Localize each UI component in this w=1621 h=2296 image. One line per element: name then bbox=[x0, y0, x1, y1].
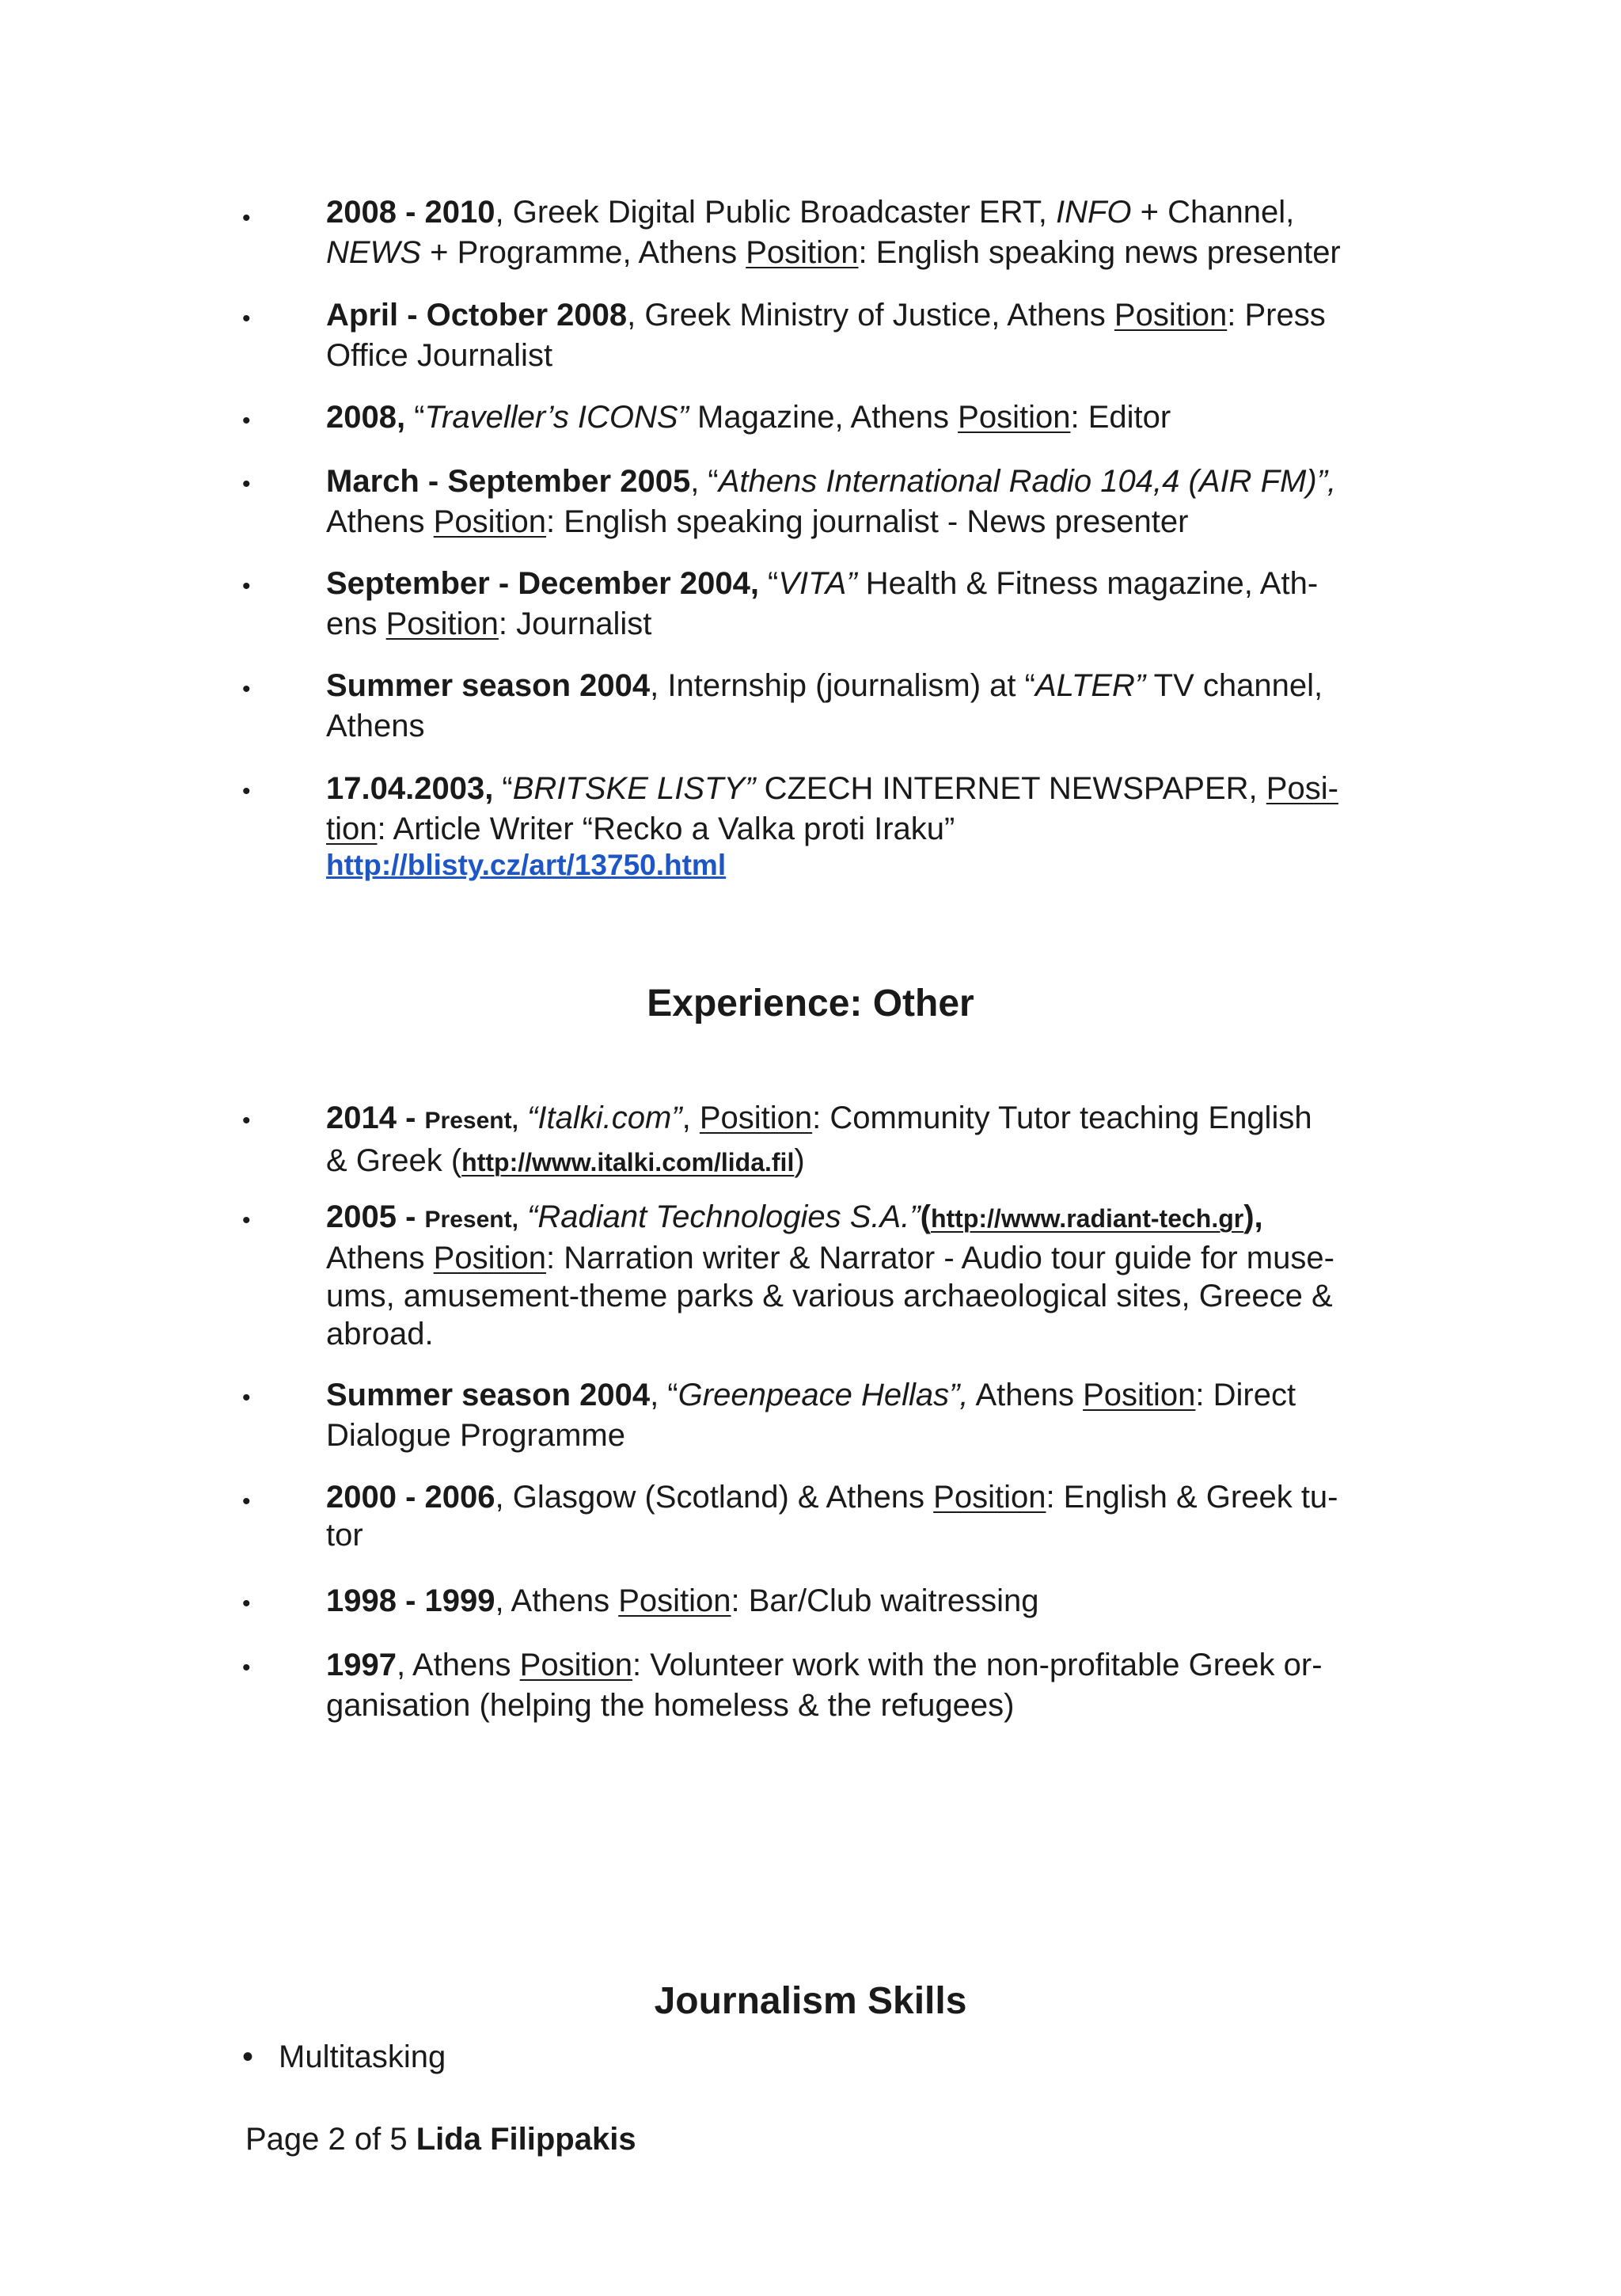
bullet: • bbox=[242, 471, 251, 497]
list-item: 2008, “Traveller’s ICONS” Magazine, Athens Position: Editor bbox=[326, 400, 1171, 435]
list-item: 17.04.2003, “BRITSKE LISTY” CZECH INTERNET NEWSPAPER, Posi- tion: Article Writer “Recko a Valka proti Iraku” http://blisty.cz/art/13750.html bbox=[326, 771, 1338, 881]
bullet: • bbox=[242, 2039, 254, 2074]
list-item: Summer season 2004, “Greenpeace Hellas”, Athens Position: Direct Dialogue Programme bbox=[326, 1378, 1296, 1453]
bullet: • bbox=[242, 408, 251, 434]
list-item: April - October 2008, Greek Ministry of Justice, Athens Position: Press Office Journalist bbox=[326, 298, 1326, 373]
list-item: 2008 - 2010, Greek Digital Public Broadcaster ERT, INFO + Channel, NEWS + Programme, Athens Position: English speaking news presenter bbox=[326, 195, 1341, 270]
page-footer: Page 2 of 5 Lida Filippakis bbox=[245, 2122, 636, 2157]
list-item: 2014 - Present, “Italki.com”, Position: Community Tutor teaching English & Greek (http://www.italki.com/lida.fil) bbox=[326, 1100, 1312, 1178]
list-item: 1997, Athens Position: Volunteer work with the non-profitable Greek or- ganisation (helping the homeless & the refugees) bbox=[326, 1648, 1323, 1723]
bullet: • bbox=[242, 205, 251, 231]
italki-link[interactable]: http://www.italki.com/lida.fil bbox=[461, 1148, 795, 1177]
section-heading-skills: Journalism Skills bbox=[654, 1980, 967, 2022]
bullet: • bbox=[242, 1385, 251, 1411]
bullet: • bbox=[242, 1108, 251, 1134]
bullet: • bbox=[242, 1207, 251, 1234]
bullet: • bbox=[242, 676, 251, 702]
section-heading-other: Experience: Other bbox=[647, 983, 974, 1024]
bullet: • bbox=[242, 1591, 251, 1617]
bullet: • bbox=[242, 573, 251, 599]
list-item: 2005 - Present, “Radiant Technologies S.A.”(http://www.radiant-tech.gr), Athens Position: Narration writer & Narrator - Audio tour guide for muse- ums, amusement-theme parks & various archaeological sites, Greece & abroad. bbox=[326, 1199, 1334, 1351]
bullet: • bbox=[242, 778, 251, 804]
bullet: • bbox=[242, 1488, 251, 1515]
list-item: Summer season 2004, Internship (journalism) at “ALTER” TV channel, Athens bbox=[326, 668, 1323, 743]
radiant-tech-link[interactable]: http://www.radiant-tech.gr bbox=[930, 1204, 1244, 1233]
britske-listy-link[interactable]: http://blisty.cz/art/13750.html bbox=[326, 849, 727, 881]
list-item: 1998 - 1999, Athens Position: Bar/Club waitressing bbox=[326, 1583, 1039, 1618]
list-item: September - December 2004, “VITA” Health & Fitness magazine, Ath- ens Position: Journalist bbox=[326, 566, 1319, 641]
list-item: 2000 - 2006, Glasgow (Scotland) & Athens Position: English & Greek tu- tor bbox=[326, 1480, 1338, 1553]
skill-item: Multitasking bbox=[279, 2039, 446, 2074]
list-item: March - September 2005, “Athens International Radio 104,4 (AIR FM)”, Athens Position: English speaking journalist - News presenter bbox=[326, 464, 1337, 539]
bullet: • bbox=[242, 306, 251, 332]
bullet: • bbox=[242, 1655, 251, 1681]
